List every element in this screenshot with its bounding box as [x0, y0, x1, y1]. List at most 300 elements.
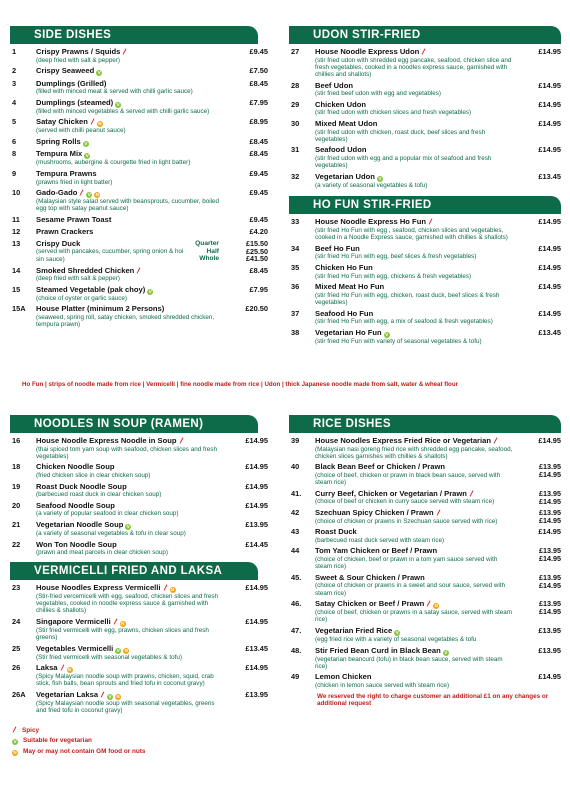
vegetarian-icon: V [116, 101, 120, 107]
menu-item [10, 228, 268, 237]
item-name-line [315, 490, 515, 499]
legend-label: Suitable for vegetarian [23, 737, 92, 745]
menu-item [10, 691, 268, 714]
item-name: Satay Chicken [36, 117, 88, 127]
menu-item [10, 216, 268, 225]
item-price: £9.45 [249, 214, 268, 224]
item-number: 31 [291, 145, 300, 155]
item-description: (stir fried Ho Fun with egg , seafood, chicken slices and vegetables, cooked in a Noodle Express sauce, garnished with chillies & shallots) [315, 226, 508, 242]
item-name: Mixed Meat Ho Fun [315, 282, 385, 292]
item-body [36, 189, 222, 212]
menu-item [10, 305, 268, 328]
chili-icon [122, 48, 127, 55]
item-description: (Spicy Malaysian noodle soup with seasonal vegetables, greens and fried tofu in coconut gravy) [36, 699, 215, 715]
item-body [315, 101, 515, 117]
menu-item [10, 463, 268, 479]
item-price: £7.50 [249, 66, 268, 76]
item-description: (egg fried rice with a variety of seasonal vegetables & tofu [315, 635, 477, 643]
item-name: Tom Yam Chicken or Beef / Prawn [315, 546, 438, 556]
gm-nuts-icon: N [116, 693, 120, 699]
vegetarian-icon: V [84, 140, 88, 146]
item-name-line [36, 240, 192, 249]
menu-item [10, 80, 268, 96]
item-description: (Stir fried vermicelli with seasonal vegetables & tofu) [36, 653, 182, 661]
item-body [36, 664, 222, 687]
item-price: £13.45 [245, 643, 268, 653]
item-price: £8.45 [249, 136, 268, 146]
item-name-line [36, 645, 222, 654]
item-body [315, 329, 515, 345]
menu-item [289, 647, 561, 670]
item-description: (filled with minced vegetables & served with chilli garlic sauce) [36, 107, 210, 115]
item-price: £8.45 [249, 149, 268, 159]
item-name-line [36, 189, 222, 198]
item-description: (mushrooms, aubergine & courgette fried in light batter) [36, 159, 191, 167]
vegetarian-icon: V [13, 739, 17, 745]
item-price: £14.95 [538, 282, 561, 292]
item-name-line [315, 48, 515, 57]
item-price: £9.45 [249, 168, 268, 178]
item-body [36, 463, 222, 479]
chili-icon [421, 48, 426, 55]
item-name-line [315, 627, 515, 636]
legend-label: Spicy [22, 727, 40, 735]
item-number: 39 [291, 436, 300, 445]
item-name: Sesame Prawn Toast [36, 214, 112, 224]
item-price: £14.95 [538, 262, 561, 272]
item-number: 15 [12, 284, 21, 294]
item-name-line [315, 218, 515, 227]
item-description: (prawns fried in light batter) [36, 178, 113, 186]
price-line: £14.95 [539, 515, 561, 525]
item-number: 21 [12, 519, 21, 529]
item-name: Dumplings (steamed) [36, 97, 114, 107]
vegetarian-icon: V [97, 70, 101, 76]
price-line: £15.50 [246, 238, 268, 248]
item-price: £14.95 [538, 99, 561, 109]
item-number: 4 [12, 97, 17, 107]
item-body [36, 483, 222, 499]
item-body [36, 150, 222, 166]
item-body [315, 673, 515, 689]
side-dishes-section [10, 26, 268, 332]
item-name-line [36, 48, 222, 57]
item-number: 20 [12, 500, 21, 510]
item-description: (stir fried beef udon with egg and vegetables) [315, 90, 442, 98]
menu-item [289, 173, 561, 189]
portion-size-label: Whole [199, 255, 219, 263]
chili-icon [428, 218, 433, 225]
item-name: Sweet & Sour Chicken / Prawn [315, 572, 425, 582]
item-number: 15A [12, 304, 26, 314]
item-name: Vegetarian Udon [315, 171, 375, 181]
menu-item [10, 170, 268, 186]
item-name-line [36, 138, 222, 147]
section-header: UDON STIR-FRIED [289, 26, 561, 44]
item-body [315, 463, 515, 486]
portion-size-label: Half [206, 247, 219, 255]
section-header: HO FUN STIR-FRIED [289, 196, 561, 214]
item-price: £13.45 [538, 327, 561, 337]
item-number: 38 [291, 327, 300, 337]
item-number: 14 [12, 265, 21, 275]
item-description: (stir fried Ho Fun with egg, chickens & fresh vegetables) [315, 272, 472, 280]
item-name-line [315, 463, 515, 472]
price-line: £14.95 [539, 554, 561, 564]
chili-icon [60, 664, 65, 671]
item-number: 47. [291, 625, 302, 635]
surcharge-notice: We reserved the right to charge customer an additional £1 on any changes or additional request [317, 692, 549, 707]
menu-item [10, 483, 268, 499]
item-body [36, 80, 222, 96]
item-name: Szechuan Spicy Chicken / Prawn [315, 507, 434, 517]
menu-item [10, 267, 268, 283]
item-name: Spring Rolls [36, 136, 81, 146]
item-body [36, 521, 222, 537]
item-price: £14.95 [245, 500, 268, 510]
noodle-type-note: Ho Fun | strips of noodle made from rice | Vermicelli | fine noodle made from rice | Udon | thick Japanese noodle made from salt, water & wheat flour [22, 381, 459, 388]
item-description: (Malaysian nasi goreng fried rice with shredded egg pancake, seafood, chicken slices garnishes with chillies & shallots) [315, 445, 513, 460]
item-name: Seafood Ho Fun [315, 308, 374, 318]
item-number: 32 [291, 171, 300, 181]
item-body [315, 245, 515, 261]
menu-item [10, 189, 268, 212]
item-body [36, 618, 222, 641]
item-name: Vegetarian Noodle Soup [36, 519, 124, 529]
item-number: 45. [291, 572, 302, 582]
item-name-line [36, 99, 222, 108]
item-price: £14.95 [538, 80, 561, 90]
udon-hofun-section [289, 26, 561, 348]
item-price: £14.95 [538, 527, 561, 537]
item-body [315, 547, 515, 570]
item-description: (vegetarian beancurd (tofu) in black bean sauce, served with steam rice) [315, 655, 503, 670]
gm-nuts-icon: N [170, 586, 175, 592]
item-number: 5 [12, 117, 17, 127]
item-price: £8.95 [249, 117, 268, 127]
item-body [315, 173, 515, 189]
menu-item [289, 283, 561, 306]
chili-icon [493, 437, 498, 444]
gm-nuts-icon: N [98, 121, 102, 127]
menu-item [10, 437, 268, 460]
item-body [315, 120, 515, 143]
item-body [315, 283, 515, 306]
item-description: (choice of chicken or prawns in Szechuan sauce served with rice) [315, 517, 498, 525]
menu-item [10, 618, 268, 641]
chili-icon [113, 618, 118, 625]
item-name-line [315, 437, 515, 446]
item-name: Lemon Chicken [315, 672, 372, 682]
item-name-line [36, 483, 222, 492]
item-description: (Spicy Malaysian noodle soup with prawns, chicken, squid, crab stick, fish balls, bean sprouts and fried tofu in coconut gravy) [36, 673, 214, 688]
item-body [36, 170, 222, 186]
item-body [315, 627, 515, 643]
rice-dishes-section [289, 415, 561, 707]
gm-nuts-icon: N [95, 192, 99, 198]
item-number: 35 [291, 262, 300, 272]
item-price [515, 509, 561, 525]
item-number: 26 [12, 663, 21, 673]
item-body [315, 264, 515, 280]
item-number: 8 [12, 149, 17, 159]
item-name: Chicken Noodle Soup [36, 462, 115, 472]
item-price: £13.95 [245, 519, 268, 529]
item-number: 27 [291, 47, 300, 56]
item-name: Vegetarian Fried Rice [315, 625, 393, 635]
item-body [315, 310, 515, 326]
chili-icon [136, 267, 141, 274]
item-number: 24 [12, 616, 21, 626]
gm-nuts-icon: N [124, 647, 128, 653]
item-name-line [315, 245, 515, 254]
item-name-line [36, 541, 222, 550]
item-name: Gado-Gado [36, 188, 78, 198]
menu-item [10, 240, 268, 263]
item-name: Steamed Vegetable (pak choy) [36, 284, 146, 294]
item-body [315, 437, 515, 460]
item-number: 33 [291, 217, 300, 227]
item-name-line [36, 118, 222, 127]
item-price: £14.95 [245, 436, 268, 445]
item-name-line [315, 547, 515, 556]
item-name: Dumplings (Grilled) [36, 78, 107, 88]
price-line: £13.95 [539, 507, 561, 517]
item-name: Crispy Prawns / Squids [36, 47, 121, 56]
price-line: £13.95 [539, 462, 561, 472]
item-price: £14.95 [538, 145, 561, 155]
item-number: 22 [12, 539, 21, 549]
item-name-line [36, 67, 222, 76]
item-name-line [315, 101, 515, 110]
item-price: £7.95 [249, 97, 268, 107]
item-price: £14.95 [538, 217, 561, 227]
menu-item [289, 463, 561, 486]
item-number: 11 [12, 214, 20, 224]
item-body [36, 267, 222, 283]
chili-icon [79, 189, 84, 196]
item-body [36, 48, 222, 64]
item-number: 28 [291, 80, 300, 90]
item-name-line [315, 264, 515, 273]
item-price: £14.95 [538, 118, 561, 128]
item-price [515, 547, 561, 570]
item-number: 25 [12, 643, 21, 653]
item-body [36, 228, 222, 237]
item-name-line [36, 150, 222, 159]
menu-item [289, 673, 561, 689]
item-name-line [315, 574, 515, 583]
item-name: Crispy Duck [36, 238, 81, 248]
item-number: 42 [291, 507, 300, 517]
item-description: (a variety of popular seafood in clear chicken soup) [36, 510, 179, 518]
item-name: Tempura Mix [36, 149, 83, 159]
item-description: (stir fried udon with shredded egg pancake, seafood, chicken slice and fresh vegetables, cooked in a noodles express sauce, garnished with chillies and shallots) [315, 56, 512, 78]
portion-size-label: Quarter [195, 239, 219, 247]
item-number: 37 [291, 308, 300, 318]
gm-nuts-icon: N [13, 750, 17, 756]
item-price: £20.50 [245, 304, 268, 314]
item-body [315, 146, 515, 169]
price-line: £13.95 [539, 572, 561, 582]
item-description: (a variety of seasonal vegetables & tofu) [315, 181, 428, 189]
item-name-line [36, 170, 222, 179]
vegetarian-icon: V [378, 175, 382, 181]
item-name: Smoked Shredded Chicken [36, 265, 135, 275]
menu-item [289, 329, 561, 345]
item-body [36, 645, 222, 661]
price-line: £14.95 [539, 606, 561, 616]
item-name: Chicken Udon [315, 99, 367, 109]
item-name-line [315, 82, 515, 91]
item-name-line [36, 437, 222, 446]
item-name-line [36, 618, 222, 627]
item-name-line [315, 647, 515, 656]
item-name: House Noodles Express Fried Rice or Vegetarian [315, 436, 491, 445]
chili-icon [12, 726, 17, 733]
item-name-line [315, 329, 515, 338]
item-description: (stir fried udon with chicken, roast duck, beef slices and fresh vegetables) [315, 128, 486, 143]
price-line: £13.95 [539, 599, 561, 609]
menu-item [10, 645, 268, 661]
item-body [315, 528, 515, 544]
gm-nuts-icon: N [434, 603, 438, 609]
price-line: £14.95 [539, 470, 561, 480]
vegetarian-icon: V [85, 153, 89, 159]
item-name-line [315, 310, 515, 319]
item-name-line [315, 146, 515, 155]
menu-item [10, 502, 268, 518]
item-number: 12 [12, 226, 21, 236]
item-number: 1 [12, 47, 17, 56]
item-price [515, 463, 561, 486]
item-description: (fried chicken slice in clear chicken soup) [36, 471, 151, 479]
menu-item [289, 627, 561, 643]
item-description: (Malaysian style salad served with beansprouts, cucumber, boiled egg top with satay peanut sauce) [36, 198, 220, 213]
item-name: Chicken Ho Fun [315, 262, 373, 272]
item-name-line [36, 267, 222, 276]
item-price: £14.95 [245, 663, 268, 673]
item-price: £13.45 [538, 171, 561, 181]
item-description: (choice of beef, chicken or prawns in a satay sauce, served with steam rice) [315, 609, 513, 624]
item-number: 29 [291, 99, 300, 109]
item-number: 30 [291, 118, 300, 128]
price-line: £13.95 [539, 546, 561, 556]
item-number: 36 [291, 282, 300, 292]
item-price [222, 240, 268, 263]
section-header: NOODLES IN SOUP (RAMEN) [10, 415, 258, 433]
chili-icon [163, 584, 168, 591]
item-price: £8.45 [249, 78, 268, 88]
item-description: (chicken in lemon sauce served with steam rice) [315, 681, 450, 689]
menu-item [289, 574, 561, 597]
item-name: Black Bean Beef or Chicken / Prawn [315, 462, 445, 472]
menu-item [289, 600, 561, 623]
item-name: Vegetarian Ho Fun [315, 327, 382, 337]
menu-item [289, 120, 561, 143]
chili-icon [436, 509, 441, 516]
item-description: (a variety of seasonal vegetables & tofu in clear soup) [36, 529, 186, 537]
item-body [315, 218, 515, 241]
menu-item [10, 67, 268, 76]
menu-item [289, 490, 561, 506]
item-price: £7.95 [249, 284, 268, 294]
item-price: £8.45 [249, 265, 268, 275]
menu-item [10, 584, 268, 615]
item-description: (Stir-fried vercemicelli with egg, seafood, chicken slices and fresh vegetables, cooked in noodle express sauce & garnished with chillies & shallots) [36, 592, 218, 615]
item-body [36, 305, 222, 328]
menu-item [10, 138, 268, 147]
chili-icon [100, 691, 105, 698]
item-description: (choice of oyster or garlic sauce) [36, 294, 127, 302]
menu-item [289, 101, 561, 117]
item-number: 16 [12, 436, 21, 445]
menu-item [10, 521, 268, 537]
item-description: (choice of beef, chicken or prawn in black bean sauce, served with steam rice) [315, 471, 501, 487]
item-description: (seaweed, spring roll, satay chicken, smoked shredded chicken, tempura prawn) [36, 314, 215, 329]
item-name: Won Ton Noodle Soup [36, 539, 117, 549]
legend-entry [10, 748, 268, 756]
menu-item [10, 150, 268, 166]
item-description: (stir fried udon with egg and a popular mix of seafood and fresh vegetables) [315, 154, 492, 170]
item-body [36, 216, 222, 225]
item-body [315, 600, 515, 623]
price-line: £41.50 [246, 254, 268, 264]
item-number: 10 [12, 188, 21, 198]
item-name: Crispy Seaweed [36, 66, 95, 76]
item-name: Seafood Udon [315, 145, 367, 155]
item-body [315, 647, 515, 670]
item-number: 18 [12, 462, 21, 472]
item-body [36, 138, 222, 147]
item-body [36, 240, 192, 263]
item-description: (choice of beef or chicken in curry sauce served with steam rice) [315, 498, 495, 506]
item-name-line [315, 173, 515, 182]
item-price [515, 574, 561, 597]
item-name-line [36, 216, 222, 225]
item-name: Vegetables Vermicelli [36, 643, 114, 653]
item-body [315, 509, 515, 525]
menu-item [10, 286, 268, 302]
item-price: £14.95 [538, 436, 561, 445]
legend-entry [10, 726, 268, 734]
item-description: (barbecued roast duck in clear chicken soup) [36, 491, 162, 499]
item-name-line [36, 463, 222, 472]
item-name: House Noodles Express Vermicelli [36, 582, 161, 592]
item-name-line [36, 80, 222, 89]
item-price: £14.95 [245, 481, 268, 491]
item-body [36, 286, 222, 302]
item-price: £14.95 [245, 616, 268, 626]
item-description: (choice of chicken, beef or prawn in a tom yam sauce served with steam rice) [315, 555, 498, 571]
item-body [36, 541, 222, 557]
item-number: 2 [12, 66, 17, 76]
item-number: 43 [291, 527, 300, 537]
item-name: Laksa [36, 663, 58, 673]
item-name: Seafood Noodle Soup [36, 500, 115, 510]
item-price: £9.45 [249, 47, 268, 56]
item-body [36, 691, 222, 714]
item-body [315, 490, 515, 506]
item-body [36, 67, 222, 76]
item-body [36, 99, 222, 115]
item-body [315, 48, 515, 78]
item-description: (barbecued roast duck served with steam rice) [315, 536, 445, 544]
menu-item [289, 245, 561, 261]
item-price: £14.95 [538, 672, 561, 682]
soup-vermicelli-section [10, 415, 268, 759]
item-name: Prawn Crackers [36, 226, 94, 236]
